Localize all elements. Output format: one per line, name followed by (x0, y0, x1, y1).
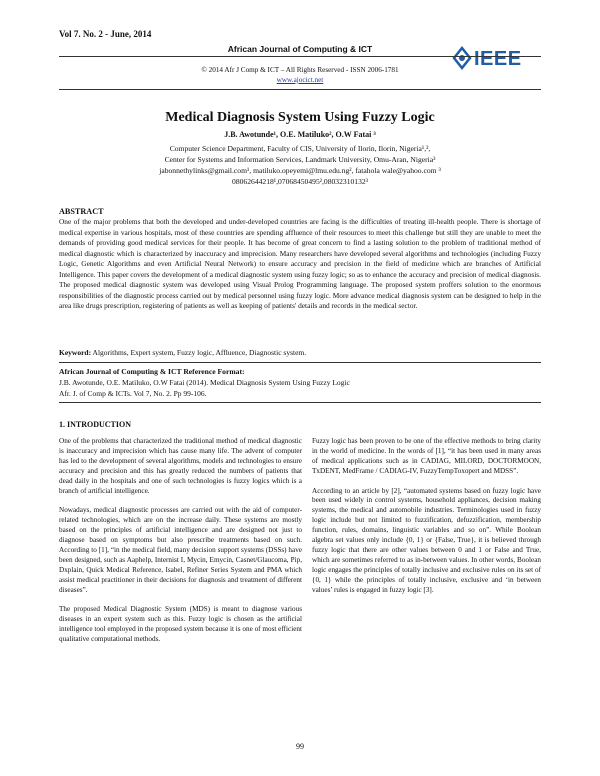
keywords-text: Algorithms, Expert system, Fuzzy logic, Affluence, Diagnostic system. (91, 348, 307, 357)
reference-rule-top (59, 362, 541, 363)
journal-name: African Journal of Computing & ICT (227, 44, 373, 54)
keywords-line (59, 348, 541, 357)
paper-authors: J.B. Awotunde¹, O.E. Matiluko², O.W Fatai ³ (224, 130, 376, 139)
intro-paragraph: According to an article by [2], “automated systems based on fuzzy logic have been used widely in control systems, household appliances, decision making systems, the medical and automobile industries. Terminologies used in fuzzy logic include but not limited to fuzzification, defuzzification, membership function, rules, domains, linguistic variables and so on”. While Boolean algebra set values only include {0, 1} or {False, True}, it is believed through fuzzy logic that there are other values between 0 and 1 or False and True, which are sometimes referred to as in-between values. In other words, Boolean logic engages the principles of totally inclusive and exclusive rules on its set of {0, 1} while the principles of totally inclusive, exclusive and ‘in between values’ rules is engaged in fuzzy logic [3]. (312, 486, 541, 594)
author-emails: jabonnethylinks@gmail.com¹, matiluko.opeyemi@lmu.edu.ng², fatahola wale@yahoo.com ³ (159, 166, 441, 175)
intro-paragraph: Nowadays, medical diagnostic processes are carried out with the aid of computer-related technologies, which are on the increase daily. These systems are mostly based on the principles of artificial intelligence and are designed not just to diagnose based on symptoms but also prescribe treatments based on such. According to [1], “in the medical field, many decision support systems (DSSs) have been designed, such as Aaphelp, Internist I, Mycin, Emycin, Casnet/Glaucoma, Pip, Dxplain, Quick Medical Reference, Isabel, Refiner Series System and PMA which assist medical practitioner in their decisions for diagnosis and treatment of different diseases”. (59, 506, 302, 594)
copyright-line: © 2014 Afr J Comp & ICT – All Rights Reserved - ISSN 2006-1781 (201, 66, 399, 74)
affiliation-2: Center for Systems and Information Services, Landmark University, Omu-Aran, Nigeria³ (164, 155, 436, 164)
reference-rule-bottom (59, 402, 541, 403)
section-heading-introduction: 1. INTRODUCTION (59, 420, 132, 429)
ieee-logo-text: IEEE (474, 48, 522, 70)
intro-paragraph: The proposed Medical Diagnostic System (MDS) is meant to diagnose various diseases in an expert system such as this. Fuzzy logic is chosen as the artificial intelligence tool employed in the proposed system because it is one of most efficient qualitative computational methods. (59, 605, 302, 644)
page-number: 99 (296, 742, 304, 751)
abstract-text: One of the major problems that both the developed and under-developed countries are facing is the difficulties of treating ill-health people. There is shortage of medical expertise in various hospitals, most of these countries are spending affluence of their resources to meet this challenge but still they are unable to meet the demands of providing good medical services for their people. It has become of great concern to find a lasting solution to the problem of traditional method of medical diagnostic which is characterized by inaccuracy and imprecision. Many researchers have developed several algorithms and technologies (including Fuzzy Logic, Genetic Algorithms and even Artificial Neural Network) to ensure accuracy and precision in the field of medicine which are branches of Artificial Intelligence. This paper covers the development of a medical diagnostic system using fuzzy logic; so as to enhance the accuracy and precision of medical diagnosis. The proposed medical diagnostic system was developed using Visual Prolog Programming language. The proposed system proffers solution to the enormous responsibilities of the diagnostic process carried out by medical personnel using fuzzy logic. More advance medical diagnosis system can be designed to help in the area like drugs prescription, registering of patients as well as keeping of patients' details and records in the medical sector. (59, 217, 541, 310)
intro-paragraph: One of the problems that characterized the traditional method of medical diagnostic is inaccuracy and imprecision which has cause many life. The advent of computer has led to the development of several algorithms, models and technologies to ensure accuracy and precision and this has greatly reduced the numbers of patients that dead daily in the hospitals and one of such technologies is fuzzy logics which is a branch of artificial intelligence. (59, 437, 302, 495)
reference-format-line2: Afr. J. of Comp & ICTs. Vol 7, No. 2. Pp 99-106. (59, 389, 207, 398)
paper-title: Medical Diagnosis System Using Fuzzy Logic (165, 110, 435, 125)
left-column (59, 437, 302, 655)
header-rule-top (59, 56, 541, 57)
abstract-heading: ABSTRACT (59, 207, 104, 216)
keywords-label: Keyword: (59, 348, 92, 357)
reference-format-line1: J.B. Awotunde, O.E. Matiluko, O.W Fatai (2014). Medical Diagnosis System Using Fuzzy Logic (59, 378, 350, 387)
volume-info: Vol 7. No. 2 - June, 2014 (59, 29, 152, 39)
journal-url-link[interactable]: www.ajocict.net (276, 76, 324, 84)
right-column (312, 437, 541, 605)
author-phones: 08062644218¹,07068450495²,08032310132³ (232, 177, 368, 186)
reference-format-heading: African Journal of Computing & ICT Reference Format: (59, 367, 245, 376)
affiliation-1: Computer Science Department, Faculty of CIS, University of Ilorin, Ilorin, Nigeria¹,², (169, 144, 431, 153)
header-rule-bottom (59, 89, 541, 90)
intro-paragraph: Fuzzy logic has been proven to be one of the effective methods to bring clarity in the world of medicine. In the words of [1], “it has been used in many areas of medical applications such as in CADIAG, MILORD, DOCTORMOON, TxDENT, MedFrame / CADIAG-IV, FuzzyTempToxopert and MDSS”. (312, 437, 541, 475)
